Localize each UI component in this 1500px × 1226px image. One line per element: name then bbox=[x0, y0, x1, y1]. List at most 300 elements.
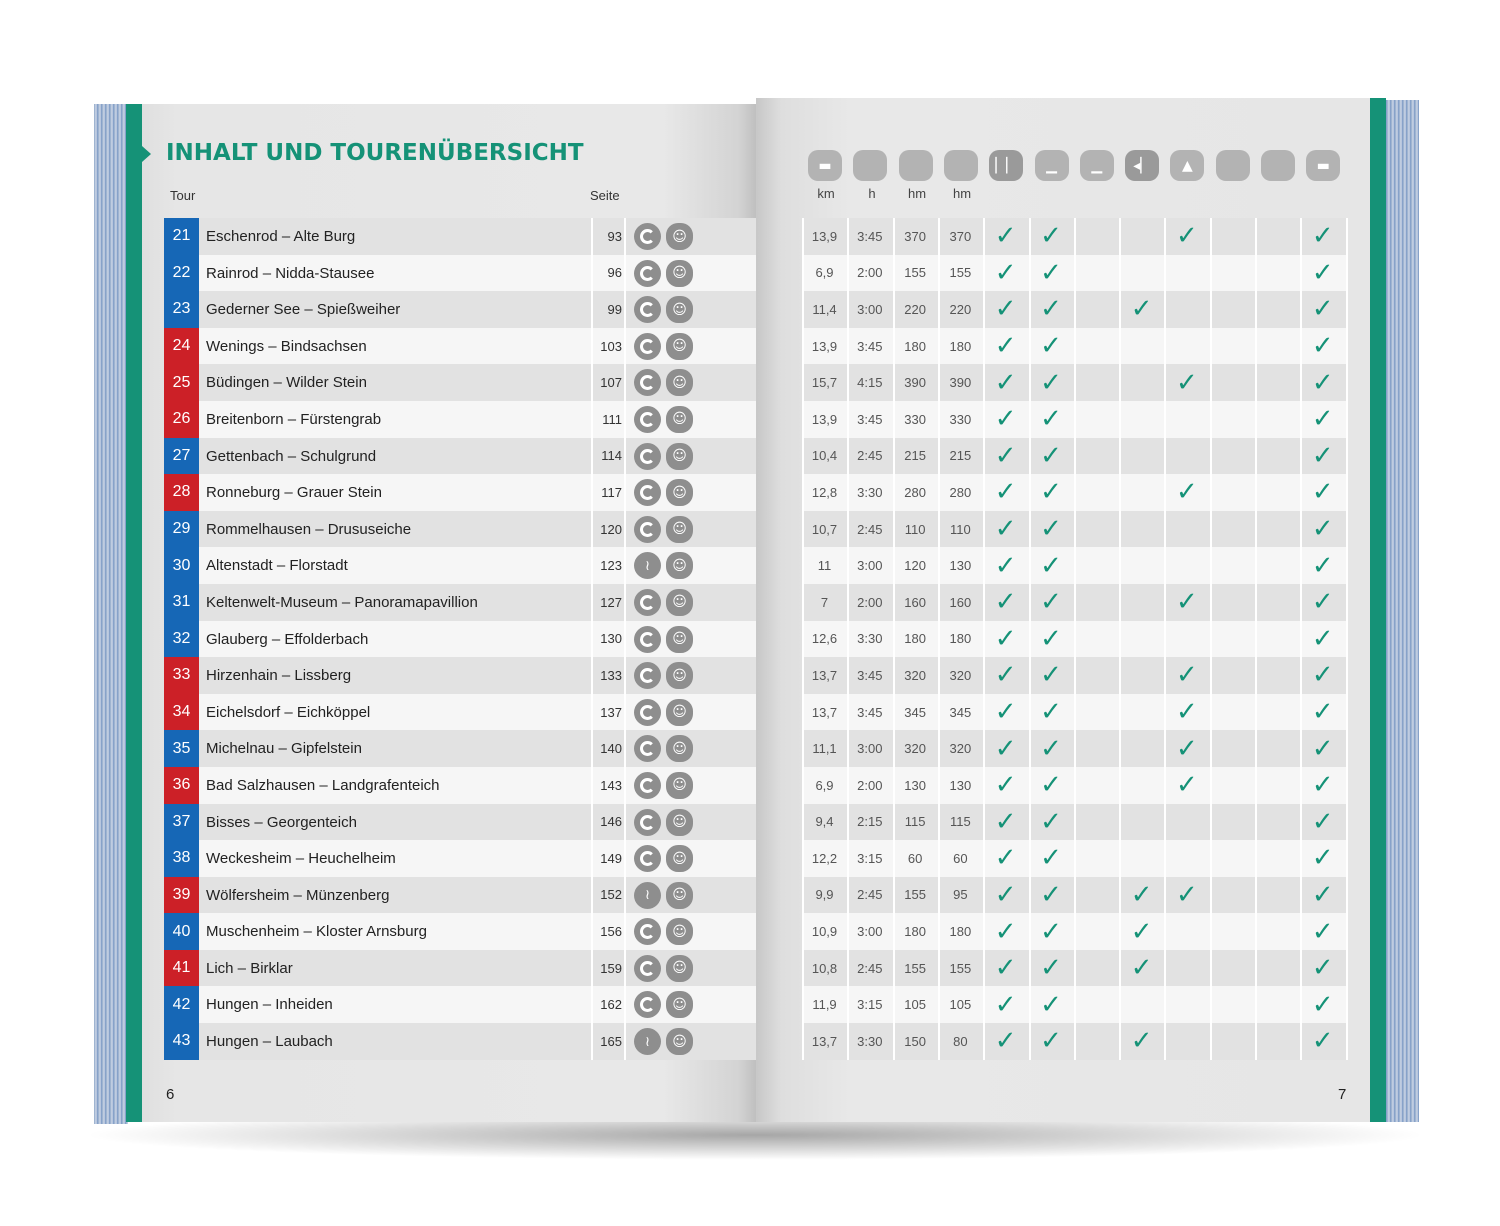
tour-distance: 11,9 bbox=[812, 997, 837, 1013]
checkmark-icon: ✓ bbox=[1311, 1026, 1334, 1057]
tour-name: Rainrod – Nidda-Stausee bbox=[206, 264, 375, 282]
checkmark-icon: ✓ bbox=[994, 404, 1017, 435]
checkmark-icon: ✓ bbox=[1130, 1026, 1153, 1057]
tour-column-header: Tour bbox=[170, 188, 196, 203]
tour-page-number[interactable]: 123 bbox=[591, 547, 626, 584]
tour-distance: 12,2 bbox=[811, 850, 838, 866]
column-divider bbox=[1210, 621, 1212, 658]
bench-icon: ▁ bbox=[1080, 150, 1114, 181]
tour-number-badge: 36 bbox=[164, 767, 199, 804]
column-divider bbox=[1346, 584, 1348, 621]
column-divider bbox=[1119, 511, 1121, 548]
tour-page-number[interactable]: 103 bbox=[591, 328, 626, 365]
table-row[interactable] bbox=[164, 328, 758, 365]
tour-ascent: 320 bbox=[904, 667, 926, 683]
tour-name: Breitenborn – Fürstengrab bbox=[206, 410, 382, 428]
loop-route-icon bbox=[634, 699, 661, 726]
tour-number-badge: 23 bbox=[164, 291, 199, 328]
column-divider bbox=[938, 730, 940, 767]
family-friendly-icon: ☺ bbox=[666, 699, 693, 726]
tour-page-number[interactable]: 120 bbox=[591, 511, 626, 548]
tour-ascent: 215 bbox=[904, 448, 926, 464]
green-margin-bar bbox=[126, 104, 142, 1122]
tour-name: Michelnau – Gipfelstein bbox=[206, 740, 362, 758]
checkmark-icon: ✓ bbox=[1175, 477, 1198, 508]
table-row[interactable] bbox=[164, 694, 758, 731]
tour-number-badge: 26 bbox=[164, 401, 199, 438]
tour-duration: 2:15 bbox=[857, 814, 883, 830]
tour-page-number[interactable]: 111 bbox=[591, 401, 626, 438]
checkmark-icon: ✓ bbox=[1311, 477, 1334, 508]
tour-page-number[interactable]: 93 bbox=[591, 218, 626, 255]
column-divider bbox=[1074, 767, 1076, 804]
tour-name: Bad Salzhausen – Landgrafenteich bbox=[206, 776, 440, 794]
column-divider bbox=[1074, 621, 1076, 658]
tour-page-number[interactable]: 159 bbox=[591, 950, 626, 987]
table-row bbox=[802, 255, 1346, 292]
column-divider bbox=[938, 657, 940, 694]
checkmark-icon: ✓ bbox=[1175, 367, 1198, 398]
column-divider bbox=[1255, 730, 1257, 767]
tour-duration: 3:45 bbox=[857, 704, 883, 720]
column-divider bbox=[1346, 291, 1348, 328]
column-divider bbox=[802, 401, 804, 438]
column-divider bbox=[1164, 438, 1166, 475]
column-divider bbox=[1119, 364, 1121, 401]
tour-descent: 180 bbox=[949, 338, 972, 354]
tour-page-number[interactable]: 152 bbox=[591, 877, 626, 914]
tour-distance: 13,9 bbox=[811, 338, 838, 354]
tour-page-number[interactable]: 99 bbox=[591, 291, 626, 328]
column-divider bbox=[938, 1023, 940, 1060]
right-page bbox=[756, 98, 1386, 1122]
column-divider bbox=[1210, 511, 1212, 548]
km-header: km bbox=[817, 186, 835, 201]
tour-duration: 2:45 bbox=[857, 521, 883, 537]
column-divider bbox=[893, 547, 895, 584]
table-row[interactable] bbox=[164, 913, 758, 950]
tour-descent: 180 bbox=[949, 924, 972, 940]
checkmark-icon: ✓ bbox=[994, 806, 1017, 837]
column-divider bbox=[938, 584, 940, 621]
column-divider bbox=[1346, 950, 1348, 987]
tour-page-number[interactable]: 146 bbox=[591, 804, 626, 841]
tour-page-number[interactable]: 149 bbox=[591, 840, 626, 877]
tour-name: Bisses – Georgenteich bbox=[206, 813, 357, 831]
column-divider bbox=[1210, 584, 1212, 621]
tour-number-badge: 42 bbox=[164, 986, 199, 1023]
column-divider bbox=[938, 474, 940, 511]
column-divider bbox=[802, 364, 804, 401]
column-divider bbox=[847, 950, 849, 987]
column-divider bbox=[1255, 401, 1257, 438]
family-friendly-icon: ☺ bbox=[666, 918, 693, 945]
tour-page-number[interactable]: 107 bbox=[591, 364, 626, 401]
column-divider bbox=[802, 877, 804, 914]
column-divider bbox=[1255, 950, 1257, 987]
column-divider bbox=[1074, 401, 1076, 438]
table-row[interactable] bbox=[164, 657, 758, 694]
family-friendly-icon: ☺ bbox=[666, 845, 693, 872]
checkmark-icon: ✓ bbox=[1311, 697, 1334, 728]
tour-name: Hungen – Inheiden bbox=[206, 996, 333, 1014]
tour-name: Eschenrod – Alte Burg bbox=[206, 228, 356, 245]
column-divider bbox=[802, 328, 804, 365]
loop-route-icon bbox=[634, 333, 661, 360]
checkmark-icon: ✓ bbox=[1311, 221, 1334, 252]
tour-page-number[interactable]: 165 bbox=[591, 1023, 626, 1060]
column-divider bbox=[1210, 218, 1212, 255]
tour-name: Hungen – Laubach bbox=[206, 1033, 333, 1051]
checkmark-icon: ✓ bbox=[1175, 697, 1198, 728]
tour-page-number[interactable]: 96 bbox=[591, 255, 626, 292]
table-row bbox=[802, 657, 1346, 694]
tour-number-badge: 40 bbox=[164, 913, 199, 950]
checkmark-icon: ✓ bbox=[994, 550, 1017, 581]
tour-name: Gettenbach – Schulgrund bbox=[206, 447, 377, 465]
checkmark-icon: ✓ bbox=[994, 477, 1017, 508]
column-divider bbox=[1255, 767, 1257, 804]
column-divider bbox=[1164, 511, 1166, 548]
tour-distance: 13,7 bbox=[811, 1033, 838, 1049]
column-divider bbox=[893, 584, 895, 621]
column-divider bbox=[1255, 1023, 1257, 1060]
tour-number-badge: 25 bbox=[164, 364, 199, 401]
family-friendly-icon: ☺ bbox=[666, 552, 693, 579]
left-page bbox=[126, 104, 758, 1122]
tour-distance: 10,9 bbox=[811, 924, 838, 940]
table-row[interactable] bbox=[164, 364, 758, 401]
column-divider bbox=[1346, 328, 1348, 365]
table-row bbox=[802, 840, 1346, 877]
tour-page-number[interactable]: 114 bbox=[591, 438, 626, 475]
tour-page-number[interactable]: 140 bbox=[591, 730, 626, 767]
tour-ascent: 320 bbox=[904, 741, 926, 757]
column-divider bbox=[893, 730, 895, 767]
tour-descent: 330 bbox=[949, 411, 972, 427]
column-divider bbox=[1074, 804, 1076, 841]
column-divider bbox=[1119, 694, 1121, 731]
column-divider bbox=[938, 767, 940, 804]
column-divider bbox=[847, 438, 849, 475]
checkmark-icon: ✓ bbox=[1311, 404, 1334, 435]
column-divider bbox=[1119, 255, 1121, 292]
tour-descent: 180 bbox=[949, 631, 972, 647]
column-divider bbox=[893, 621, 895, 658]
tour-descent: 390 bbox=[949, 375, 972, 391]
checkmark-icon: ✓ bbox=[1311, 331, 1334, 362]
family-friendly-icon: ☺ bbox=[666, 516, 693, 543]
tour-number-badge: 38 bbox=[164, 840, 199, 877]
checkmark-icon: ✓ bbox=[1040, 514, 1062, 545]
table-row[interactable] bbox=[164, 291, 758, 328]
column-divider bbox=[893, 291, 895, 328]
checkmark-icon: ✓ bbox=[994, 843, 1017, 874]
tour-ascent: 330 bbox=[904, 411, 926, 427]
tour-page-number[interactable]: 117 bbox=[591, 474, 626, 511]
tour-ascent: 155 bbox=[904, 887, 926, 903]
trail-icon: ▏▏ bbox=[989, 150, 1023, 181]
tour-distance: 6,9 bbox=[815, 777, 834, 793]
tour-page-number[interactable]: 156 bbox=[591, 913, 626, 950]
checkmark-icon: ✓ bbox=[1175, 660, 1198, 691]
tour-name: Muschenheim – Kloster Arnsburg bbox=[206, 923, 427, 941]
tour-ascent: 120 bbox=[904, 558, 926, 574]
column-divider bbox=[893, 438, 895, 475]
tour-ascent: 345 bbox=[904, 704, 926, 720]
checkmark-icon: ✓ bbox=[1040, 916, 1062, 947]
tour-distance: 7 bbox=[820, 594, 829, 610]
column-divider bbox=[847, 328, 849, 365]
column-divider bbox=[802, 621, 804, 658]
tour-name: Gederner See – Spießweiher bbox=[206, 301, 401, 319]
column-divider bbox=[802, 218, 804, 255]
table-row[interactable] bbox=[164, 877, 758, 914]
table-row bbox=[802, 730, 1346, 767]
tour-ascent: 155 bbox=[904, 265, 926, 281]
column-divider bbox=[802, 511, 804, 548]
tour-distance: 10,7 bbox=[811, 521, 838, 537]
green-margin-bar bbox=[1370, 98, 1386, 1122]
checkmark-icon: ✓ bbox=[1130, 879, 1153, 910]
tour-table-left bbox=[164, 218, 758, 1060]
table-row[interactable] bbox=[164, 730, 758, 767]
checkmark-icon: ✓ bbox=[1040, 404, 1062, 435]
signpost-icon: ◂▏ bbox=[1125, 150, 1159, 181]
column-divider bbox=[938, 255, 940, 292]
tour-ascent: 110 bbox=[904, 521, 926, 537]
tour-ascent: 180 bbox=[904, 631, 926, 647]
family-friendly-icon: ☺ bbox=[666, 772, 693, 799]
column-divider bbox=[893, 840, 895, 877]
column-divider bbox=[1164, 1023, 1166, 1060]
table-row[interactable] bbox=[164, 218, 758, 255]
table-row[interactable] bbox=[164, 950, 758, 987]
column-divider bbox=[1346, 877, 1348, 914]
column-divider bbox=[802, 986, 804, 1023]
table-row bbox=[802, 621, 1346, 658]
checkmark-icon: ✓ bbox=[1175, 770, 1198, 801]
column-divider bbox=[938, 804, 940, 841]
table-row[interactable] bbox=[164, 255, 758, 292]
table-row[interactable] bbox=[164, 438, 758, 475]
tour-duration: 3:45 bbox=[857, 228, 883, 244]
column-divider bbox=[802, 950, 804, 987]
column-divider bbox=[893, 255, 895, 292]
checkmark-icon: ✓ bbox=[994, 879, 1017, 910]
column-divider bbox=[847, 621, 849, 658]
table-row bbox=[802, 438, 1346, 475]
tour-page-number[interactable]: 162 bbox=[591, 986, 626, 1023]
loop-route-icon bbox=[634, 369, 661, 396]
tour-page-number[interactable]: 130 bbox=[591, 621, 626, 658]
column-divider bbox=[1074, 438, 1076, 475]
column-divider bbox=[1119, 547, 1121, 584]
checkmark-icon: ✓ bbox=[994, 587, 1017, 618]
column-divider bbox=[847, 474, 849, 511]
column-divider bbox=[1210, 438, 1212, 475]
table-row[interactable] bbox=[164, 511, 758, 548]
column-divider bbox=[938, 291, 940, 328]
column-divider bbox=[893, 401, 895, 438]
tour-distance: 10,4 bbox=[811, 448, 838, 464]
table-row[interactable] bbox=[164, 804, 758, 841]
checkmark-icon: ✓ bbox=[1040, 660, 1062, 691]
tour-number-badge: 32 bbox=[164, 621, 199, 658]
tour-descent: 130 bbox=[949, 777, 972, 793]
table-row bbox=[802, 584, 1346, 621]
column-divider bbox=[1346, 804, 1348, 841]
family-friendly-icon: ☺ bbox=[666, 735, 693, 762]
table-row[interactable] bbox=[164, 401, 758, 438]
table-row[interactable] bbox=[164, 474, 758, 511]
tour-name: Büdingen – Wilder Stein bbox=[206, 374, 367, 392]
checkmark-icon: ✓ bbox=[1311, 440, 1334, 471]
loop-route-icon bbox=[634, 845, 661, 872]
column-divider bbox=[893, 328, 895, 365]
table-row[interactable] bbox=[164, 986, 758, 1023]
tour-ascent: 150 bbox=[904, 1033, 926, 1049]
checkmark-icon: ✓ bbox=[1175, 879, 1198, 910]
column-divider bbox=[1210, 913, 1212, 950]
tour-descent: 60 bbox=[953, 850, 968, 866]
column-divider bbox=[1210, 767, 1212, 804]
column-divider bbox=[847, 694, 849, 731]
column-divider bbox=[802, 438, 804, 475]
checkmark-icon: ✓ bbox=[1311, 660, 1334, 691]
column-divider bbox=[847, 1023, 849, 1060]
column-divider bbox=[847, 767, 849, 804]
table-row[interactable] bbox=[164, 621, 758, 658]
checkmark-icon: ✓ bbox=[1130, 916, 1153, 947]
column-divider bbox=[1164, 547, 1166, 584]
column-divider bbox=[802, 547, 804, 584]
column-divider bbox=[802, 767, 804, 804]
restaurant-icon: ▬ bbox=[1306, 150, 1340, 181]
checkmark-icon: ✓ bbox=[1040, 257, 1062, 288]
checkmark-icon: ✓ bbox=[1040, 623, 1062, 654]
column-divider bbox=[802, 730, 804, 767]
column-divider bbox=[938, 364, 940, 401]
table-row bbox=[802, 986, 1346, 1023]
hike-icon: ▬ bbox=[808, 150, 842, 181]
family-friendly-icon: ☺ bbox=[666, 479, 693, 506]
tour-descent: 220 bbox=[949, 301, 972, 317]
column-divider bbox=[847, 804, 849, 841]
column-divider bbox=[1210, 986, 1212, 1023]
column-divider bbox=[847, 547, 849, 584]
tour-page-number[interactable]: 143 bbox=[591, 767, 626, 804]
table-row[interactable] bbox=[164, 1023, 758, 1060]
tour-distance: 11,1 bbox=[812, 741, 837, 757]
column-divider bbox=[1346, 913, 1348, 950]
column-divider bbox=[1210, 255, 1212, 292]
summit-icon: ▲ bbox=[1170, 150, 1204, 181]
column-divider bbox=[893, 804, 895, 841]
tour-duration: 3:30 bbox=[857, 484, 883, 500]
hike-icon bbox=[899, 150, 933, 181]
tour-table-right bbox=[802, 218, 1346, 1060]
loop-route-icon bbox=[634, 260, 661, 287]
column-divider bbox=[938, 401, 940, 438]
column-divider bbox=[938, 621, 940, 658]
tour-descent: 320 bbox=[949, 741, 972, 757]
column-divider bbox=[1074, 694, 1076, 731]
bench-icon: ▁ bbox=[1035, 150, 1069, 181]
checkmark-icon: ✓ bbox=[1040, 806, 1062, 837]
column-divider bbox=[1255, 364, 1257, 401]
family-friendly-icon: ☺ bbox=[666, 333, 693, 360]
checkmark-icon: ✓ bbox=[1311, 550, 1334, 581]
column-divider bbox=[1255, 877, 1257, 914]
loop-route-icon bbox=[634, 443, 661, 470]
column-divider bbox=[1164, 401, 1166, 438]
column-divider bbox=[1346, 767, 1348, 804]
tour-ascent: 130 bbox=[904, 777, 926, 793]
table-row[interactable] bbox=[164, 767, 758, 804]
column-divider bbox=[847, 218, 849, 255]
tour-ascent: 370 bbox=[904, 228, 926, 244]
column-divider bbox=[1346, 657, 1348, 694]
column-divider bbox=[1074, 474, 1076, 511]
table-row[interactable] bbox=[164, 547, 758, 584]
tour-duration: 4:15 bbox=[857, 375, 883, 391]
column-divider bbox=[1119, 584, 1121, 621]
checkmark-icon: ✓ bbox=[1040, 331, 1062, 362]
table-row bbox=[802, 218, 1346, 255]
table-row[interactable] bbox=[164, 584, 758, 621]
checkmark-icon: ✓ bbox=[1311, 623, 1334, 654]
checkmark-icon: ✓ bbox=[994, 697, 1017, 728]
tour-distance: 15,7 bbox=[811, 375, 838, 391]
tour-page-number[interactable]: 137 bbox=[591, 694, 626, 731]
tour-name: Glauberg – Effolderbach bbox=[206, 630, 369, 648]
tour-descent: 110 bbox=[950, 521, 971, 537]
loop-route-icon bbox=[634, 626, 661, 653]
table-row bbox=[802, 474, 1346, 511]
table-row[interactable] bbox=[164, 840, 758, 877]
column-divider bbox=[1210, 328, 1212, 365]
tour-name: Weckesheim – Heuchelheim bbox=[206, 850, 396, 868]
tour-duration: 2:45 bbox=[857, 887, 883, 903]
column-divider bbox=[1346, 511, 1348, 548]
tour-descent: 370 bbox=[949, 228, 972, 244]
column-divider bbox=[802, 657, 804, 694]
column-divider bbox=[1119, 621, 1121, 658]
column-divider bbox=[847, 913, 849, 950]
tour-page-number[interactable]: 127 bbox=[591, 584, 626, 621]
tour-duration: 3:30 bbox=[857, 631, 883, 647]
checkmark-icon: ✓ bbox=[1040, 843, 1062, 874]
column-divider bbox=[1346, 694, 1348, 731]
column-divider bbox=[1210, 657, 1212, 694]
tour-distance: 13,7 bbox=[811, 667, 838, 683]
tour-number-badge: 41 bbox=[164, 950, 199, 987]
column-divider bbox=[1346, 1023, 1348, 1060]
tour-number-badge: 21 bbox=[164, 218, 199, 255]
column-divider bbox=[938, 328, 940, 365]
loop-route-icon bbox=[634, 296, 661, 323]
column-divider bbox=[802, 291, 804, 328]
column-divider bbox=[1119, 328, 1121, 365]
column-divider bbox=[1346, 218, 1348, 255]
column-divider bbox=[1210, 547, 1212, 584]
column-divider bbox=[1255, 804, 1257, 841]
tour-page-number[interactable]: 133 bbox=[591, 657, 626, 694]
hike-icon bbox=[944, 150, 978, 181]
checkmark-icon: ✓ bbox=[1040, 697, 1062, 728]
tour-duration: 2:00 bbox=[857, 265, 883, 281]
